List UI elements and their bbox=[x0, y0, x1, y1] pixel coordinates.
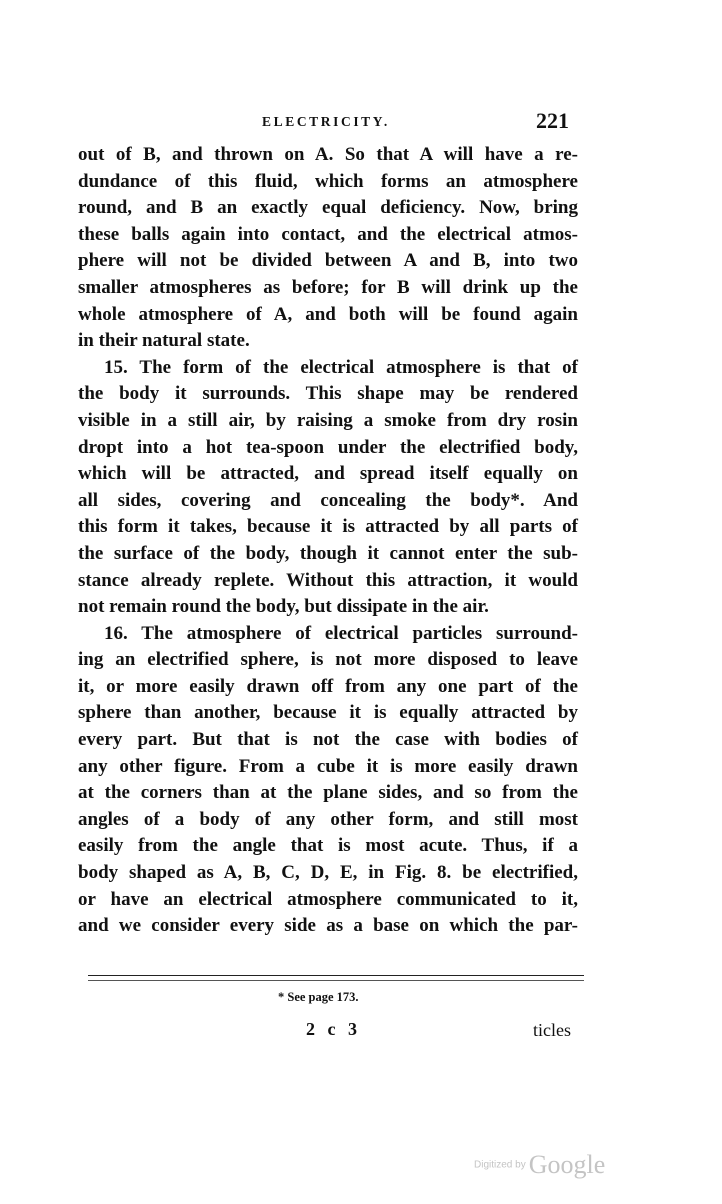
footnote-rule-secondary bbox=[88, 980, 584, 981]
text-line: stance already replete. Without this attraction, it would bbox=[78, 569, 578, 591]
text-line: and we consider every side as a base on which the par- bbox=[78, 915, 578, 937]
google-logo: Google bbox=[528, 1150, 606, 1179]
text-line: at the corners than at the plane sides, and so from the bbox=[78, 782, 578, 804]
running-head bbox=[0, 108, 722, 138]
text-line: not remain round the body, but dissipate in the air. bbox=[78, 596, 489, 618]
text-line: body shaped as A, B, C, D, E, in Fig. 8. be electrified, bbox=[78, 862, 578, 884]
page-number: 221 bbox=[536, 108, 569, 133]
text-line: all sides, covering and concealing the body*. And bbox=[78, 489, 578, 511]
text-line: sphere than another, because it is equally attracted by bbox=[78, 702, 578, 724]
text-line: easily from the angle that is most acute. Thus, if a bbox=[78, 835, 578, 857]
catchword: ticles bbox=[533, 1020, 571, 1040]
text-line: the surface of the body, though it cannot enter the sub- bbox=[78, 542, 578, 564]
text-line: dundance of this fluid, which forms an atmosphere bbox=[78, 170, 578, 192]
text-line: visible in a still air, by raising a smoke from dry rosin bbox=[78, 409, 578, 431]
text-line: the body it surrounds. This shape may be rendered bbox=[78, 383, 578, 405]
text-line: dropt into a hot tea-spoon under the electrified body, bbox=[78, 436, 578, 458]
text-line: this form it takes, because it is attracted by all parts of bbox=[78, 516, 578, 538]
text-line: which will be attracted, and spread itself equally on bbox=[78, 463, 578, 485]
text-line: angles of a body of any other form, and still most bbox=[78, 808, 578, 830]
text-line: round, and B an exactly equal deficiency. Now, bring bbox=[78, 197, 578, 219]
text-line: these balls again into contact, and the electrical atmos- bbox=[78, 223, 578, 245]
text-line: any other figure. From a cube it is more easily drawn bbox=[78, 755, 578, 777]
text-line: every part. But that is not the case with bodies of bbox=[78, 729, 578, 751]
text-line: phere will not be divided between A and B, into two bbox=[78, 250, 578, 272]
watermark-prefix: Digitized by bbox=[474, 1159, 526, 1171]
text-line: out of B, and thrown on A. So that A will have a re- bbox=[78, 144, 578, 165]
text-line: in their natural state. bbox=[78, 330, 250, 352]
signature-mark: 2 c 3 bbox=[306, 1019, 361, 1039]
running-title: ELECTRICITY. bbox=[262, 114, 390, 129]
digitized-by-watermark bbox=[474, 1150, 605, 1180]
text-line: smaller atmospheres as before; for B will drink up the bbox=[78, 276, 578, 298]
text-line: whole atmosphere of A, and both will be found again bbox=[78, 303, 578, 325]
footnote-rule bbox=[88, 975, 584, 976]
paragraph-15-start: 15. The form of the electrical atmosphere is that of bbox=[104, 356, 578, 378]
text-line: it, or more easily drawn off from any one part of the bbox=[78, 675, 578, 697]
text-line: ing an electrified sphere, is not more disposed to leave bbox=[78, 649, 578, 671]
body-text bbox=[78, 142, 578, 940]
paragraph-16-start: 16. The atmosphere of electrical particles surround- bbox=[104, 622, 578, 644]
text-line: or have an electrical atmosphere communicated to it, bbox=[78, 888, 578, 910]
footnote: * See page 173. bbox=[278, 990, 359, 1004]
